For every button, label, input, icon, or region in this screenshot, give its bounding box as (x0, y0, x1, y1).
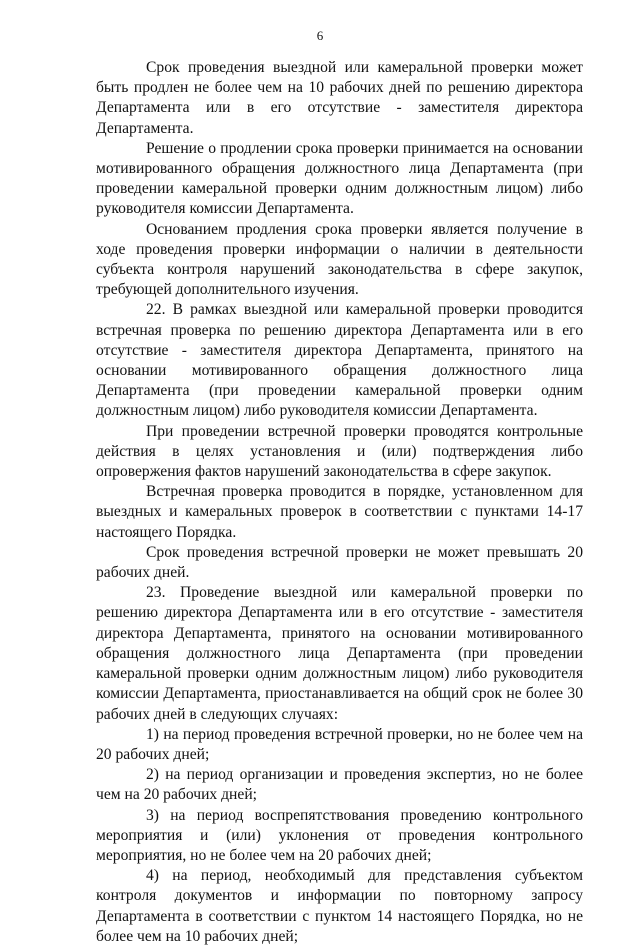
document-body (96, 58, 583, 947)
list-item: 1) на период проведения встречной проверки, но не более чем на 20 рабочих дней; (96, 725, 583, 763)
paragraph: Срок проведения встречной проверки не может превышать 20 рабочих дней. (96, 543, 583, 582)
list-item: 4) на период, необходимый для представления субъектом контроля документов и информации по повторному запросу Департамента в соответствии с пунктом 14 настоящего Порядка, но не более чем на 10 рабочих дней; (96, 867, 583, 945)
paragraph-item-23: 23. Проведение выездной или камеральной проверки по решению директора Департамента или в его отсутствие - заместителя директора Департамента, принятого на основании мотивированного обращения должностного лица Департамента (при проведении камеральной проверки одним должностным лицом) либо руководителя комиссии Департамента, приостанавливается на общий срок не более 30 рабочих дней в следующих случаях: (96, 584, 583, 723)
list-item: 3) на период воспрепятствования проведению контрольного мероприятия и (или) уклонения от проведения контрольного мероприятия, но не более чем на 20 рабочих дней; (96, 806, 583, 864)
paragraph: Решение о продлении срока проверки принимается на основании мотивированного обращения должностного лица Департамента (при проведении камеральной проверки одним должностным лицом) либо руководителя комиссии Департамента. (96, 139, 583, 218)
paragraph-item-22: 22. В рамках выездной или камеральной проверки проводится встречная проверка по решению директора Департамента или в его отсутствие - заместителя директора Департамента, принятого на основании мотивированного обращения должностного лица Департамента (при проведении камеральной проверки одним должностным лицом) либо руководителя комиссии Департамента. (96, 301, 583, 420)
paragraph: Основанием продления срока проверки является получение в ходе проведения проверки информации о наличии в деятельности субъекта контроля нарушений законодательства в сфере закупок, требующей дополнительного изучения. (96, 220, 583, 299)
paragraph: При проведении встречной проверки проводятся контрольные действия в целях установления и (или) подтверждения либо опровержения фактов нарушений законодательства в сфере закупок. (96, 422, 583, 481)
list-item: 2) на период организации и проведения экспертиз, но не более чем на 20 рабочих дней; (96, 766, 583, 804)
paragraph: Срок проведения выездной или камеральной проверки может быть продлен не более чем на 10 рабочих дней по решению директора Департамента или в его отсутствие - заместителя директора Департамента. (96, 59, 583, 137)
paragraph: Встречная проверка проводится в порядке, установленном для выездных и камеральных проверок в соответствии с пунктами 14-17 настоящего Порядка. (96, 483, 583, 541)
page-number: 6 (316, 28, 324, 43)
